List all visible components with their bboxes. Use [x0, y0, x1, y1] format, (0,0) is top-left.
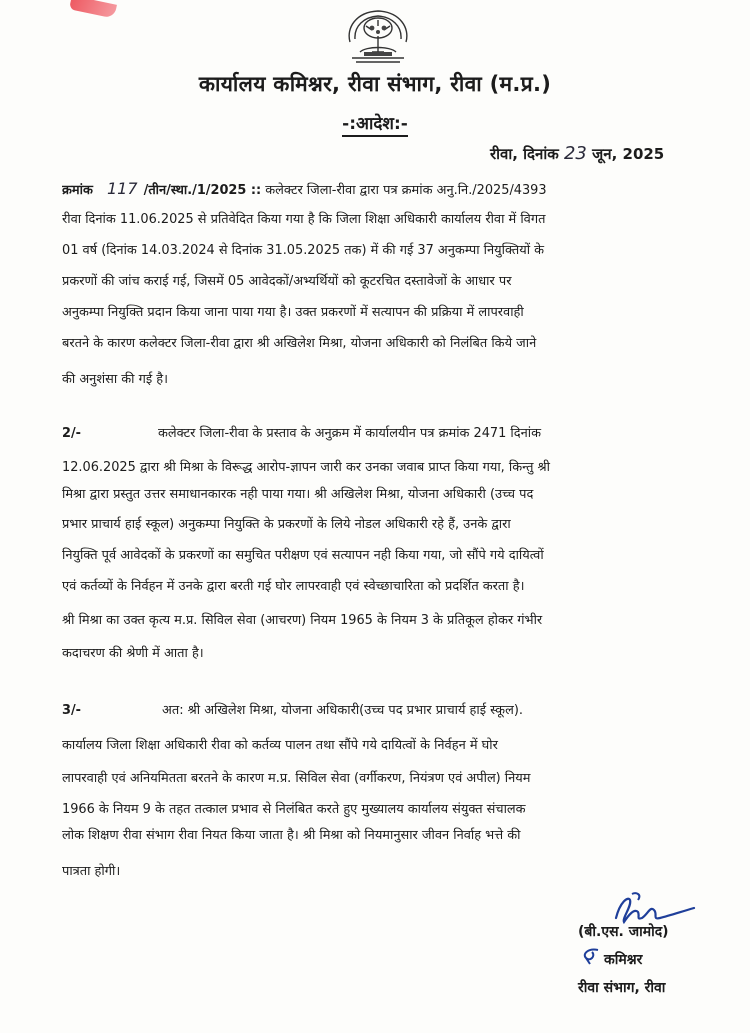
- paragraph-2-text: कलेक्टर जिला-रीवा के प्रस्ताव के अनुक्रम में कार्यालयीन पत्र क्रमांक 2471 दिनांक: [158, 426, 542, 441]
- paragraph-1-line: रीवा दिनांक 11.06.2025 से प्रतिवेदित किया गया है कि जिला शिक्षा अधिकारी कार्यालय रीवा में विगत: [62, 212, 546, 227]
- paragraph-1-line: बरतने के कारण कलेक्टर जिला-रीवा द्वारा श्री अखिलेश मिश्रा, योजना अधिकारी को निलंबित किये जाने: [62, 336, 537, 351]
- paragraph-2-line: एवं कर्तव्यों के निर्वहन में उनके द्वारा बरती गई घोर लापरवाही एवं स्वेच्छाचारिता को प्रदर्शित करता है।: [62, 579, 525, 594]
- government-emblem-icon: [342, 6, 414, 66]
- paragraph-3-line: लोक शिक्षण रीवा संभाग रीवा नियत किया जाता है। श्री मिश्रा को नियमानुसार जीवन निर्वाह भत्ते की: [62, 828, 521, 843]
- paragraph-3-line: पात्रता होगी।: [62, 864, 121, 879]
- paragraph-2-line: नियुक्ति पूर्व आवेदकों के प्रकरणों का समुचित परीक्षण एवं सत्यापन नही किया गया, जो सौंपे गये दायित्वों: [62, 548, 544, 563]
- reference-text: कलेक्टर जिला-रीवा द्वारा पत्र क्रमांक अनु.नि./2025/4393: [265, 183, 547, 198]
- paragraph-3-line: कार्यालय जिला शिक्षा अधिकारी रीवा को कर्तव्य पालन तथा सौंपे गये दायित्वों के निर्वहन में घोर: [62, 738, 498, 753]
- paragraph-2-line: श्री मिश्रा का उक्त कृत्य म.प्र. सिविल सेवा (आचरण) नियम 1965 के नियम 3 के प्रतिकूल होकर गंभीर: [62, 613, 543, 628]
- handwritten-initial-mark: [578, 946, 604, 966]
- office-heading: कार्यालय कमिश्नर, रीवा संभाग, रीवा (म.प्र.): [198, 72, 552, 96]
- paragraph-3-number: 3/-: [62, 703, 82, 718]
- paragraph-1-line: अनुकम्पा नियुक्ति प्रदान किया जाना पाया गया है। उक्त प्रकरणों में सत्यापन की प्रक्रिया में लापरवाही: [62, 305, 524, 320]
- order-title-text: -:आदेश:-: [342, 114, 408, 137]
- signatory-designation: कमिश्नर: [604, 952, 643, 968]
- signatory-name: (बी.एस. जामोद): [578, 924, 669, 940]
- paragraph-3-text: अत: श्री अखिलेश मिश्रा, योजना अधिकारी(उच्च पद प्रभार प्राचार्य हाई स्कूल).: [162, 703, 523, 718]
- paragraph-2-first-line: [62, 425, 710, 443]
- date-prefix: रीवा, दिनांक: [490, 145, 559, 163]
- paragraph-3-line: लापरवाही एवं अनियमितता बरतने के कारण म.प्र. सिविल सेवा (वर्गीकरण, नियंत्रण एवं अपील) नियम: [62, 771, 531, 786]
- paragraph-1-line: 01 वर्ष (दिनांक 14.03.2024 से दिनांक 31.05.2025 तक) में की गई 37 अनुकम्पा नियुक्तियों के: [62, 243, 545, 258]
- paragraph-2-line: प्रभार प्राचार्य हाई स्कूल) अनुकम्पा नियुक्ति के प्रकरणों के लिये नोडल अधिकारी रहे हैं, उनके द्वारा: [62, 517, 511, 532]
- signatory-division: रीवा संभाग, रीवा: [578, 980, 666, 996]
- paragraph-2-line: कदाचरण की श्रेणी में आता है।: [62, 646, 204, 661]
- handwritten-order-number: 117: [106, 180, 138, 198]
- paragraph-2-line: 12.06.2025 द्वारा श्री मिश्रा के विरूद्ध आरोप-ज्ञापन जारी कर उनका जवाब प्राप्त किया गया, किन्तु श्री: [62, 460, 550, 475]
- reference-label: क्रमांक: [62, 183, 93, 198]
- paragraph-3-line: 1966 के नियम 9 के तहत तत्काल प्रभाव से निलंबित करते हुए मुख्यालय कार्यालय संयुक्त संचालक: [62, 802, 526, 817]
- paragraph-2-number: 2/-: [62, 426, 82, 441]
- handwritten-date-day: 23: [563, 143, 587, 164]
- paragraph-1-line: की अनुशंसा की गई है।: [62, 372, 169, 387]
- reference-code: /तीन/स्था./1/2025 ::: [143, 183, 262, 198]
- reference-line: [62, 180, 710, 200]
- order-date: [490, 143, 700, 164]
- order-title: [0, 111, 750, 134]
- paragraph-3-first-line: [62, 702, 710, 720]
- paragraph-2-line: मिश्रा द्वारा प्रस्तुत उत्तर समाधानकारक नही पाया गया। श्री अखिलेश मिश्रा, योजना अधिकारी (उच्च पद: [62, 487, 534, 502]
- paragraph-1-line: प्रकरणों की जांच कराई गई, जिसमें 05 आवेदकों/अभ्यर्थियों को कूटरचित दस्तावेजों के आधार पर: [62, 274, 512, 289]
- red-ink-mark: [69, 0, 117, 19]
- date-rest: जून, 2025: [592, 145, 665, 163]
